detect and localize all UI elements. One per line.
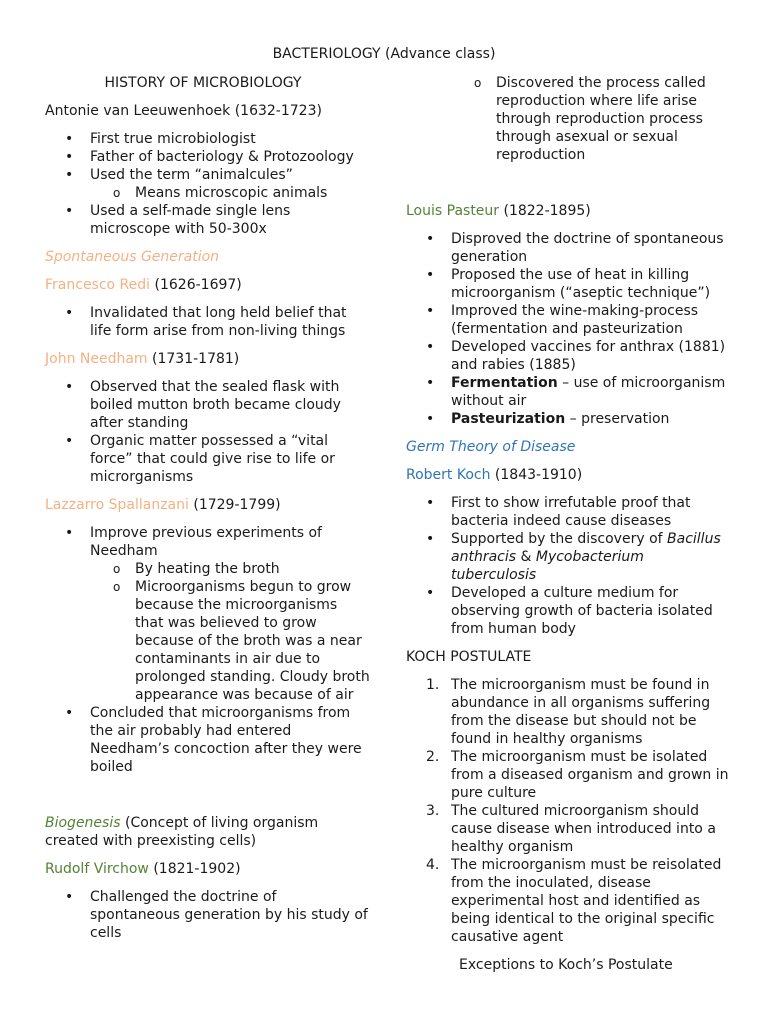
list-item: • Disproved the doctrine of spontaneous generation bbox=[406, 230, 731, 266]
list-item: • Used a self-made single lens microscope with 50-300x bbox=[45, 202, 370, 238]
list-number: 3. bbox=[426, 803, 440, 819]
list-item bbox=[406, 676, 731, 748]
organism-name: Bacillus anthracis bbox=[451, 531, 721, 565]
spallanzani-list-cont bbox=[45, 704, 370, 776]
list-item bbox=[406, 802, 731, 856]
virchow-heading bbox=[45, 860, 370, 878]
left-column bbox=[45, 74, 370, 942]
virchow-years: (1821-1902) bbox=[148, 861, 241, 877]
redi-years: (1626-1697) bbox=[150, 277, 242, 293]
organism-name: Mycobacterium tuberculosis bbox=[451, 549, 644, 583]
needham-name: John Needham bbox=[45, 351, 148, 367]
list-item: • Father of bacteriology & Protozoology bbox=[45, 148, 370, 166]
exceptions-heading: Exceptions to Koch’s Postulate bbox=[459, 957, 673, 973]
pasteur-name: Louis Pasteur bbox=[406, 203, 500, 219]
leeuwenhoek-list-cont bbox=[45, 202, 370, 238]
sub-list-item: o Microorganisms begun to grow because the microorganisms that was believed to grow because of the broth was a near contaminants in air due to prolonged standing. Cloudy broth appearance was because of air bbox=[45, 578, 370, 704]
pasteur-heading bbox=[406, 202, 731, 220]
postulate-text: The microorganism must be found in abundance in all organisms suffering from the disease but should not be found in healthy organisms bbox=[451, 677, 711, 747]
list-item: • Organic matter possessed a “vital force” that could give rise to life or microrganisms bbox=[45, 432, 370, 486]
fermentation-term: Fermentation bbox=[451, 375, 558, 391]
spallanzani-list bbox=[45, 524, 370, 560]
koch-heading bbox=[406, 466, 731, 484]
koch-bullet2-pre: Supported by the discovery of bbox=[451, 531, 668, 547]
biogenesis-desc: (Concept of living organism created with preexisting cells) bbox=[45, 815, 319, 849]
list-item: • Observed that the sealed flask with boiled mutton broth became cloudy after standing bbox=[45, 378, 370, 432]
spallanzani-sublist bbox=[45, 560, 370, 704]
sub-list-item: o Discovered the process called reproduction where life arise through reproduction process through asexual or sexual reproduction bbox=[406, 74, 731, 164]
koch-postulate-list bbox=[406, 676, 731, 946]
biogenesis-term: Biogenesis bbox=[45, 815, 121, 831]
sub-list-item: o By heating the broth bbox=[45, 560, 370, 578]
list-item bbox=[406, 856, 731, 946]
pasteur-years: (1822-1895) bbox=[499, 203, 591, 219]
fermentation-desc: – use of microorganism without air bbox=[451, 375, 726, 409]
list-item: • Used the term “animalcules” bbox=[45, 166, 370, 184]
spallanzani-name: Lazzarro Spallanzani bbox=[45, 497, 189, 513]
redi-list bbox=[45, 304, 370, 340]
sub-list-item: o Means microscopic animals bbox=[45, 184, 370, 202]
list-number: 4. bbox=[426, 857, 440, 873]
leeuwenhoek-list bbox=[45, 130, 370, 184]
list-item: • Invalidated that long held belief that life form arise from non-living things bbox=[45, 304, 370, 340]
right-column bbox=[406, 74, 731, 974]
spallanzani-heading bbox=[45, 496, 370, 514]
leeuwenhoek-name: Antonie van Leeuwenhoek (1632-1723) bbox=[45, 103, 322, 119]
list-item bbox=[406, 748, 731, 802]
list-item bbox=[406, 530, 731, 584]
koch-list bbox=[406, 494, 731, 638]
list-item bbox=[406, 410, 731, 428]
virchow-name: Rudolf Virchow bbox=[45, 861, 149, 877]
koch-name: Robert Koch bbox=[406, 467, 491, 483]
redi-heading bbox=[45, 276, 370, 294]
list-item: • First to show irrefutable proof that bacteria indeed cause diseases bbox=[406, 494, 731, 530]
list-item: • Developed a culture medium for observing growth of bacteria isolated from human body bbox=[406, 584, 731, 638]
postulate-text: The microorganism must be isolated from a diseased organism and grown in pure culture bbox=[451, 749, 729, 801]
biogenesis-paragraph bbox=[45, 814, 370, 850]
koch-postulate-heading: KOCH POSTULATE bbox=[406, 649, 532, 665]
leeuwenhoek-sublist bbox=[45, 184, 370, 202]
postulate-text: The cultured microorganism should cause disease when introduced into a healthy organism bbox=[451, 803, 716, 855]
ampersand: & bbox=[516, 549, 536, 565]
list-number: 2. bbox=[426, 749, 440, 765]
pasteur-list bbox=[406, 230, 731, 428]
redi-name: Francesco Redi bbox=[45, 277, 151, 293]
pasteurization-desc: – preservation bbox=[565, 411, 670, 427]
list-item: • First true microbiologist bbox=[45, 130, 370, 148]
document-title: BACTERIOLOGY (Advance class) bbox=[272, 46, 496, 62]
germ-theory-heading: Germ Theory of Disease bbox=[406, 439, 576, 455]
virchow-list bbox=[45, 888, 370, 942]
list-item: • Challenged the doctrine of spontaneous generation by his study of cells bbox=[45, 888, 370, 942]
needham-years: (1731-1781) bbox=[147, 351, 240, 367]
list-item: • Developed vaccines for anthrax (1881) and rabies (1885) bbox=[406, 338, 731, 374]
continued-sublist bbox=[406, 74, 731, 164]
list-item bbox=[406, 374, 731, 410]
list-item: • Proposed the use of heat in killing microorganism (“aseptic technique”) bbox=[406, 266, 731, 302]
needham-list bbox=[45, 378, 370, 486]
section-heading-history: HISTORY OF MICROBIOLOGY bbox=[104, 75, 302, 91]
koch-years: (1843-1910) bbox=[490, 467, 583, 483]
list-number: 1. bbox=[426, 677, 440, 693]
needham-heading bbox=[45, 350, 370, 368]
list-item: • Concluded that microorganisms from the air probably had entered Needham’s concoction after they were boiled bbox=[45, 704, 370, 776]
spontaneous-generation-heading: Spontaneous Generation bbox=[45, 249, 220, 265]
list-item: • Improved the wine-making-process (fermentation and pasteurization bbox=[406, 302, 731, 338]
spallanzani-years: (1729-1799) bbox=[188, 497, 281, 513]
postulate-text: The microorganism must be reisolated from the inoculated, disease experimental host and identified as being identical to the original specific causative agent bbox=[451, 857, 722, 945]
list-item: • Improve previous experiments of Needham bbox=[45, 524, 370, 560]
pasteurization-term: Pasteurization bbox=[451, 411, 566, 427]
